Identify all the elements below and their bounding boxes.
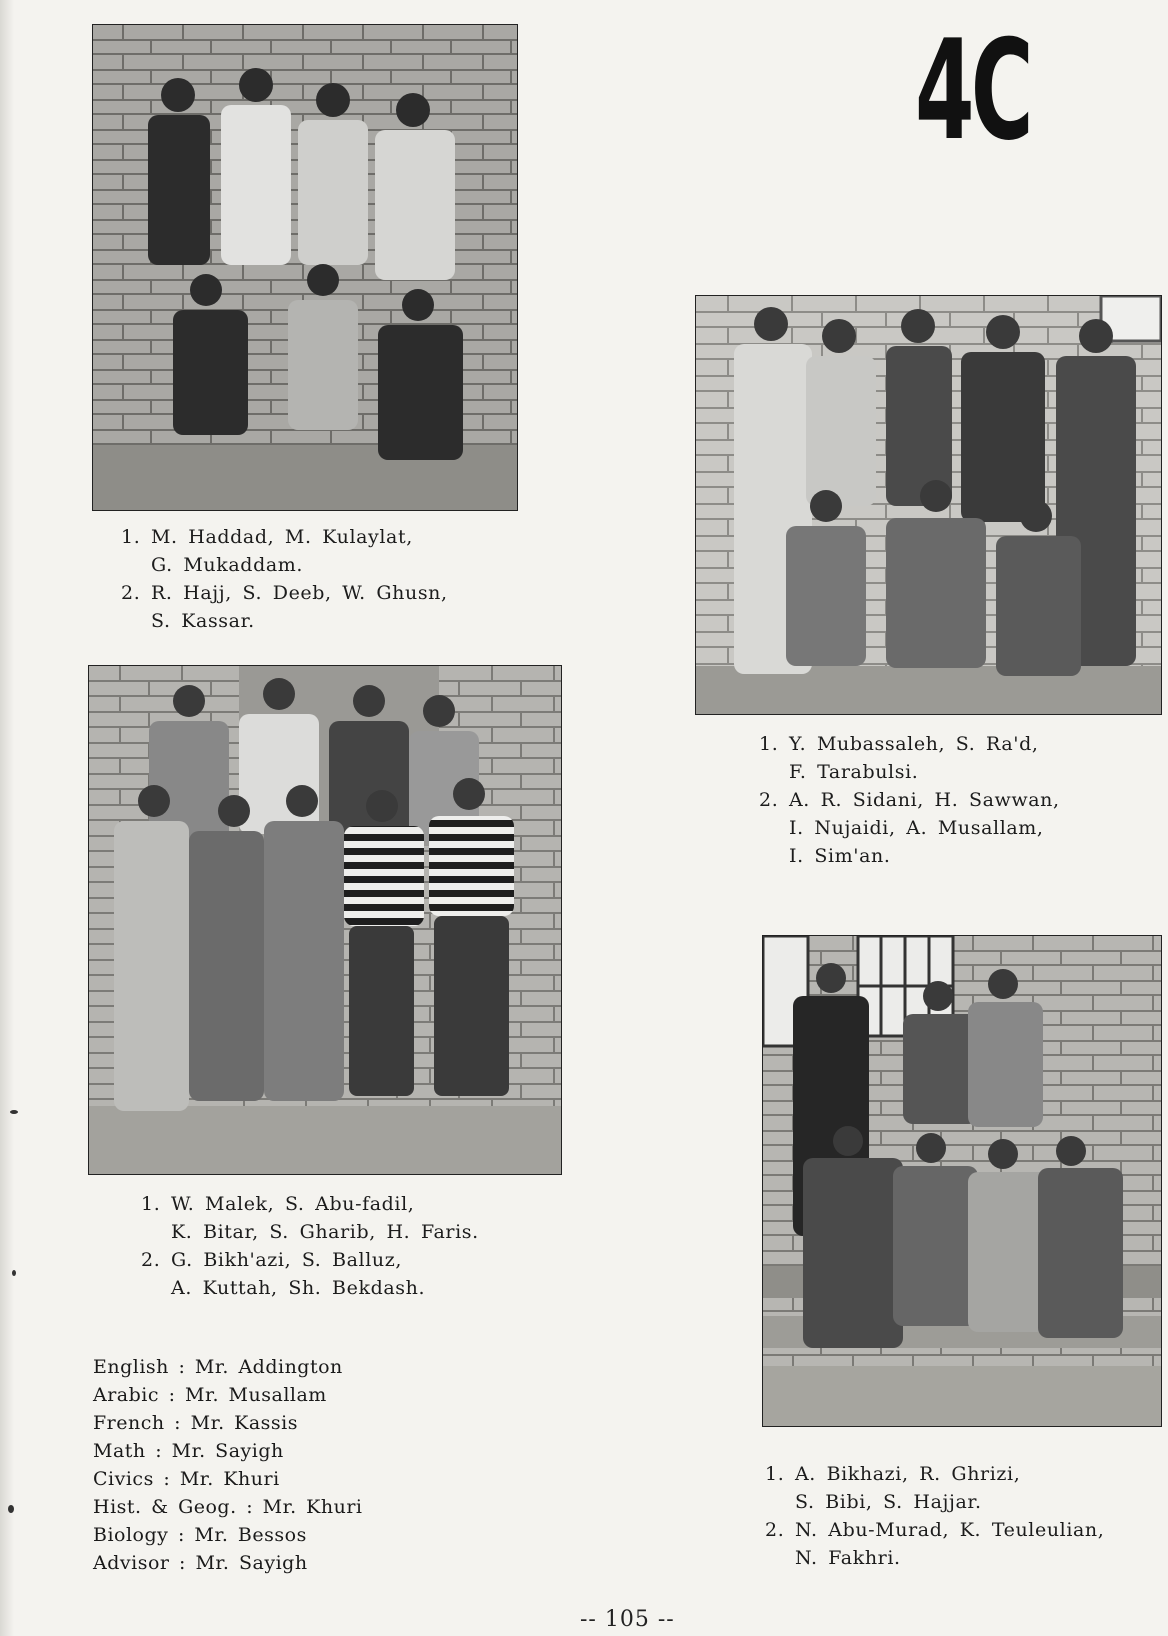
photo-3-caption bbox=[141, 1190, 479, 1302]
class-title: 4C bbox=[915, 10, 1030, 171]
caption-row-2-cont: A. Kuttah, Sh. Bekdash. bbox=[171, 1277, 426, 1299]
subject: Biology bbox=[93, 1524, 169, 1546]
caption-row-1 bbox=[765, 1460, 1104, 1488]
scan-speck bbox=[10, 1110, 18, 1114]
teacher-name: Mr. Addington bbox=[194, 1356, 343, 1378]
caption-number: 2. bbox=[141, 1249, 161, 1271]
caption-number: 2. bbox=[121, 582, 141, 604]
caption-row-1-cont: K. Bitar, S. Gharib, H. Faris. bbox=[171, 1221, 479, 1243]
teachers-list bbox=[93, 1353, 363, 1577]
caption-number: 1. bbox=[121, 526, 141, 548]
teacher-name: Mr. Musallam bbox=[185, 1384, 327, 1406]
caption-names: A. R. Sidani, H. Sawwan, bbox=[788, 789, 1060, 811]
caption-names: R. Hajj, S. Deeb, W. Ghusn, bbox=[150, 582, 448, 604]
subject: Hist. & Geog. bbox=[93, 1496, 237, 1518]
caption-names: W. Malek, S. Abu-fadil, bbox=[170, 1193, 415, 1215]
separator: : bbox=[177, 1524, 185, 1546]
separator: : bbox=[246, 1496, 254, 1518]
teacher-name: Mr. Sayigh bbox=[171, 1440, 284, 1462]
caption-row-2-cont: S. Kassar. bbox=[151, 610, 255, 632]
teacher-row-arabic bbox=[93, 1381, 363, 1409]
caption-row-2-cont: N. Fakhri. bbox=[795, 1547, 901, 1569]
caption-row-1-cont: S. Bibi, S. Hajjar. bbox=[795, 1491, 982, 1513]
teacher-row-biology bbox=[93, 1521, 363, 1549]
caption-number: 2. bbox=[765, 1519, 785, 1541]
page-edge-shadow bbox=[0, 0, 14, 1636]
caption-row-2 bbox=[765, 1516, 1104, 1544]
caption-row-1 bbox=[141, 1190, 479, 1218]
caption-names: M. Haddad, M. Kulaylat, bbox=[150, 526, 413, 548]
scan-speck bbox=[8, 1505, 14, 1513]
subject: Arabic bbox=[93, 1384, 160, 1406]
subject: Math bbox=[93, 1440, 146, 1462]
separator: : bbox=[174, 1412, 182, 1434]
teacher-name: Mr. Kassis bbox=[190, 1412, 299, 1434]
subject: Civics bbox=[93, 1468, 154, 1490]
separator: : bbox=[155, 1440, 163, 1462]
teacher-row-advisor bbox=[93, 1549, 363, 1577]
subject: French bbox=[93, 1412, 165, 1434]
caption-number: 1. bbox=[759, 733, 779, 755]
photo-2-caption bbox=[759, 730, 1060, 870]
caption-names: Y. Mubassaleh, S. Ra'd, bbox=[788, 733, 1039, 755]
caption-row-2 bbox=[759, 786, 1060, 814]
separator: : bbox=[163, 1468, 171, 1490]
teacher-name: Mr. Khuri bbox=[262, 1496, 363, 1518]
caption-row-1 bbox=[121, 523, 448, 551]
teacher-row-french bbox=[93, 1409, 363, 1437]
teacher-name: Mr. Sayigh bbox=[195, 1552, 308, 1574]
teacher-row-english bbox=[93, 1353, 363, 1381]
teacher-name: Mr. Khuri bbox=[179, 1468, 280, 1490]
caption-number: 1. bbox=[141, 1193, 161, 1215]
teacher-name: Mr. Bessos bbox=[194, 1524, 307, 1546]
group-photo-4 bbox=[762, 935, 1162, 1427]
subject: English bbox=[93, 1356, 169, 1378]
group-photo-1 bbox=[92, 24, 518, 511]
caption-row-2-cont: I. Nujaidi, A. Musallam, bbox=[789, 817, 1044, 839]
separator: : bbox=[168, 1384, 176, 1406]
caption-row-1 bbox=[759, 730, 1060, 758]
scan-speck bbox=[12, 1270, 16, 1276]
photo-4-caption bbox=[765, 1460, 1104, 1572]
separator: : bbox=[178, 1356, 186, 1378]
caption-row-2 bbox=[121, 579, 448, 607]
page-number: -- 105 -- bbox=[580, 1607, 675, 1632]
caption-names: G. Bikh'azi, S. Balluz, bbox=[170, 1249, 403, 1271]
caption-number: 2. bbox=[759, 789, 779, 811]
caption-row-1-cont: G. Mukaddam. bbox=[151, 554, 304, 576]
caption-row-2-cont: I. Sim'an. bbox=[789, 845, 891, 867]
caption-number: 1. bbox=[765, 1463, 785, 1485]
photo-1-caption bbox=[121, 523, 448, 635]
separator: : bbox=[179, 1552, 186, 1574]
caption-row-1-cont: F. Tarabulsi. bbox=[789, 761, 919, 783]
teacher-row-math bbox=[93, 1437, 363, 1465]
caption-row-2 bbox=[141, 1246, 479, 1274]
group-photo-2 bbox=[695, 295, 1162, 715]
subject: Advisor bbox=[93, 1552, 170, 1574]
caption-names: N. Abu-Murad, K. Teuleulian, bbox=[794, 1519, 1105, 1541]
teacher-row-civics bbox=[93, 1465, 363, 1493]
group-photo-3 bbox=[88, 665, 562, 1175]
caption-names: A. Bikhazi, R. Ghrizi, bbox=[794, 1463, 1021, 1485]
teacher-row-hist-geog bbox=[93, 1493, 363, 1521]
